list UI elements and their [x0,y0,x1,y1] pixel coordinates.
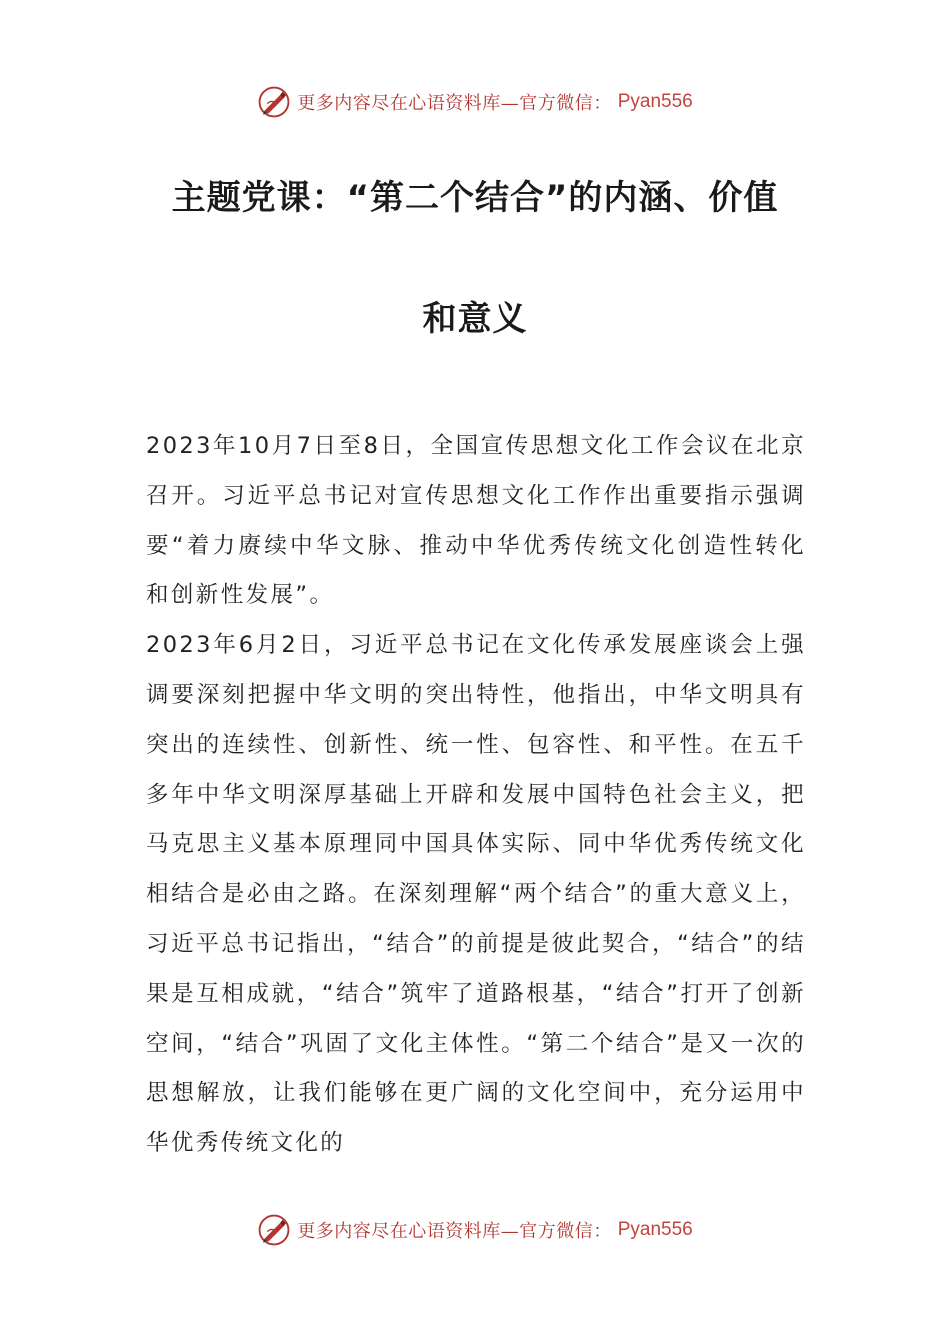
pen-logo-icon [257,85,291,119]
document-title [120,168,830,349]
watermark-brand [257,85,693,119]
title-line-1: 主题党课：“第二个结合”的内涵、价值 [171,178,779,218]
document-body [146,422,806,1182]
footer-watermark [0,1210,950,1250]
paragraph-1: 2023年10月7日至8日，全国宣传思想文化工作会议在北京召开。习近平总书记对宣传思想文化工作作出重要指示强调要“着力赓续中华文脉、推动中华优秀传统文化创造性转化和创新性发展”。 [146,433,806,609]
watermark-text: 更多内容尽在心语资料库—官方微信： [297,93,612,114]
watermark-handle-footer: Pyan556 [617,1219,693,1240]
watermark-brand-footer [257,1213,693,1247]
paragraph-2: 2023年6月2日，习近平总书记在文化传承发展座谈会上强调要深刻把握中华文明的突出特性，他指出，中华文明具有突出的连续性、创新性、统一性、包容性、和平性。在五千多年中华文明深厚基础上开辟和发展中国特色社会主义，把马克思主义基本原理同中国具体实际、同中华优秀传统文化相结合是必由之路。在深刻理解“两个结合”的重大意义上，习近平总书记指出，“结合”的前提是彼此契合，“结合”的结果是互相成就，“结合”筑牢了道路根基，“结合”打开了创新空间，“结合”巩固了文化主体性。“第二个结合”是又一次的思想解放，让我们能够在更广阔的文化空间中，充分运用中华优秀传统文化的 [146,632,806,1157]
title-line-2: 和意义 [422,299,528,339]
watermark-text-footer: 更多内容尽在心语资料库—官方微信： [297,1221,612,1242]
pen-logo-icon [257,1213,291,1247]
watermark-handle: Pyan556 [617,91,693,112]
header-watermark [0,82,950,122]
